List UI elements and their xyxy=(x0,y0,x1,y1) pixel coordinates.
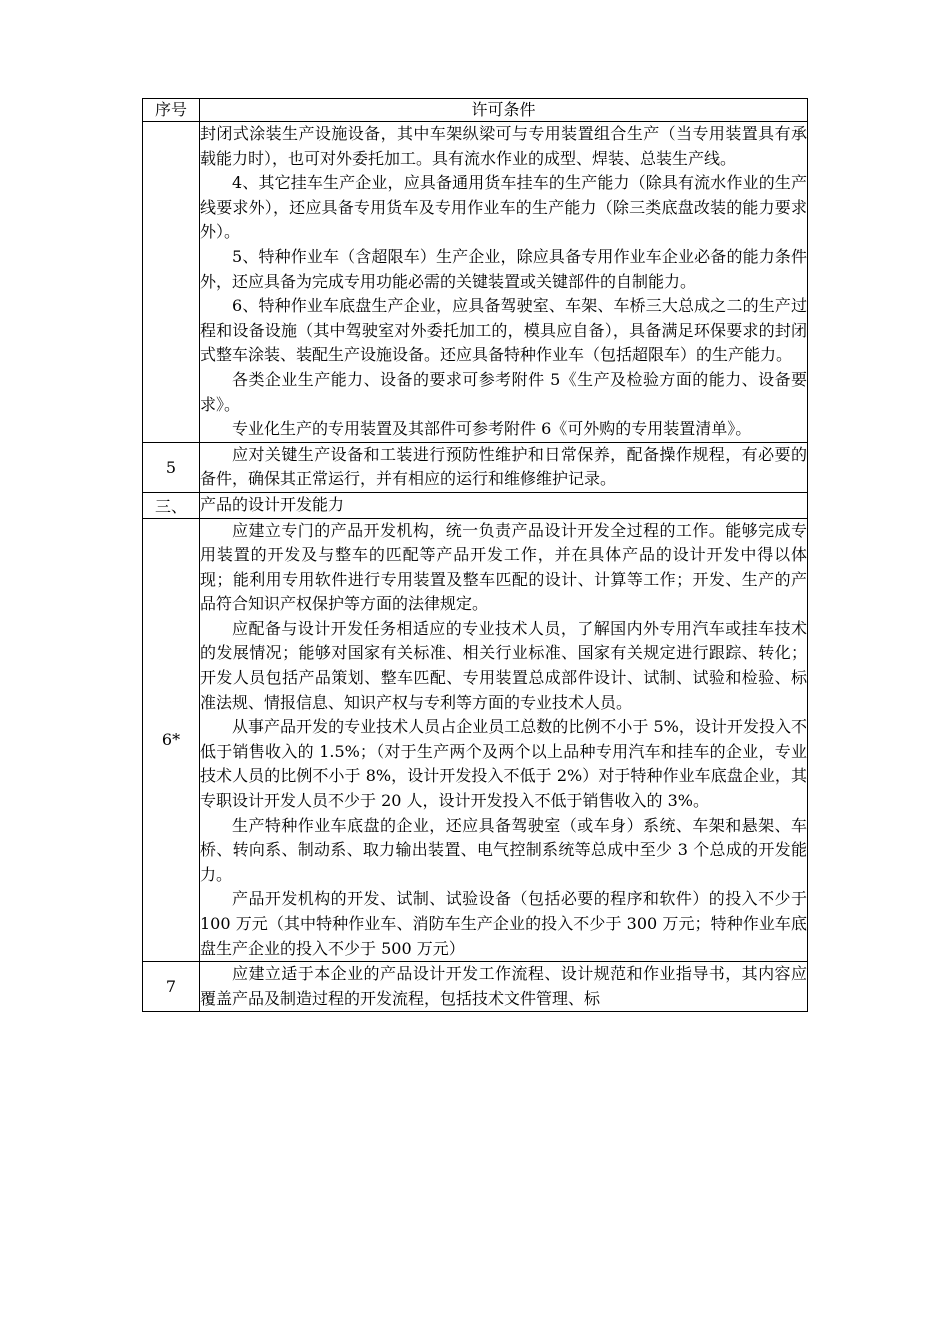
row-conditions xyxy=(200,518,808,962)
row-number xyxy=(143,122,200,443)
row-conditions xyxy=(200,962,808,1012)
table-row xyxy=(143,518,808,962)
header-conditions: 许可条件 xyxy=(200,99,808,122)
condition-paragraph: 应配备与设计开发任务相适应的专业技术人员，了解国内外专用汽车或挂车技术的发展情况；能够对国家有关标准、相关行业标准、国家有关规定进行跟踪、转化；开发人员包括产品策划、整车匹配、专用装置总成部件设计、试制、试验和检验、标准法规、情报信息、知识产权与专利等方面的专业技术人员。 xyxy=(200,618,807,712)
condition-paragraph: 生产特种作业车底盘的企业，还应具备驾驶室（或车身）系统、车架和悬架、车桥、转向系、制动系、取力输出装置、电气控制系统等总成中至少 3 个总成的开发能力。 xyxy=(200,815,807,884)
condition-paragraph: 4、其它挂车生产企业，应具备通用货车挂车的生产能力（除具有流水作业的生产线要求外），还应具备专用货车及专用作业车的生产能力（除三类底盘改装的能力要求外）。 xyxy=(200,173,807,242)
condition-paragraph: 应建立专门的产品开发机构，统一负责产品设计开发全过程的工作。能够完成专用装置的开发及与整车的匹配等产品开发工作，并在具体产品的设计开发中得以体现；能利用专用软件进行专用装置及整车匹配的设计、计算等工作；开发、生产的产品符合知识产权保护等方面的法律规定。 xyxy=(200,520,807,614)
section-title xyxy=(200,492,808,518)
table-row xyxy=(143,442,808,492)
row-number: 6* xyxy=(143,518,200,962)
condition-paragraph: 6、特种作业车底盘生产企业，应具备驾驶室、车架、车桥三大总成之二的生产过程和设备设施（其中驾驶室对外委托加工的，模具应自备），具备满足环保要求的封闭式整车涂装、装配生产设施设备。还应具备特种作业车（包括超限车）的生产能力。 xyxy=(200,296,807,365)
row-number: 7 xyxy=(143,962,200,1012)
row-conditions xyxy=(200,122,808,443)
table-header-row xyxy=(143,99,808,122)
section-number: 三、 xyxy=(143,492,200,518)
condition-paragraph: 应对关键生产设备和工装进行预防性维护和日常保养，配备操作规程，有必要的备件，确保其正常运行，并有相应的运行和维修维护记录。 xyxy=(200,444,807,489)
table-row xyxy=(143,962,808,1012)
section-title-text: 产品的设计开发能力 xyxy=(200,494,345,514)
condition-paragraph: 封闭式涂装生产设施设备，其中车架纵梁可与专用装置组合生产（当专用装置具有承载能力时），也可对外委托加工。具有流水作业的成型、焊装、总装生产线。 xyxy=(200,124,807,168)
condition-paragraph: 各类企业生产能力、设备的要求可参考附件 5《生产及检验方面的能力、设备要求》。 xyxy=(200,369,807,414)
section-row xyxy=(143,492,808,518)
condition-paragraph: 应建立适于本企业的产品设计开发工作流程、设计规范和作业指导书，其内容应覆盖产品及制造过程的开发流程，包括技术文件管理、标 xyxy=(200,964,807,1008)
row-number: 5 xyxy=(143,442,200,492)
condition-paragraph: 产品开发机构的开发、试制、试验设备（包括必要的程序和软件）的投入不少于 100 万元（其中特种作业车、消防车生产企业的投入不少于 300 万元；特种作业车底盘生产企业的投入不少于 500 万元） xyxy=(200,889,807,958)
condition-paragraph: 5、特种作业车（含超限车）生产企业，除应具备专用作业车企业必备的能力条件外，还应具备为完成专用功能必需的关键装置或关键部件的自制能力。 xyxy=(200,246,807,291)
row-conditions xyxy=(200,442,808,492)
header-number: 序号 xyxy=(143,99,200,122)
table-row xyxy=(143,122,808,443)
condition-paragraph: 专业化生产的专用装置及其部件可参考附件 6《可外购的专用装置清单》。 xyxy=(232,419,752,439)
permit-conditions-table xyxy=(142,98,808,1012)
condition-paragraph: 从事产品开发的专业技术人员占企业员工总数的比例不小于 5%，设计开发投入不低于销售收入的 1.5%；（对于生产两个及两个以上品种专用汽车和挂车的企业，专业技术人员的比例不小于 8%，设计开发投入不低于 2%）对于特种作业车底盘企业，其专职设计开发人员不少于 20 人，设计开发投入不低于销售收入的 3%。 xyxy=(200,717,807,811)
